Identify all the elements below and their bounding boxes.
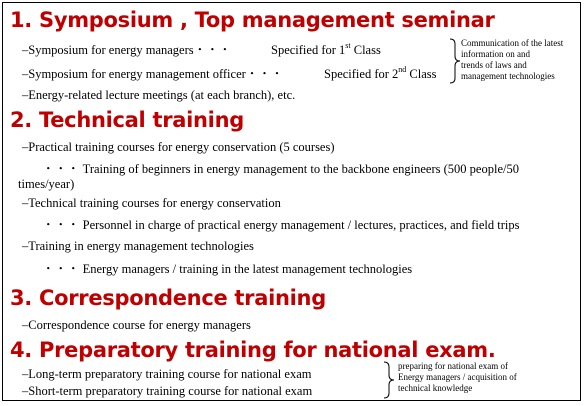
item-lead: –Symposium for energy management officer・・・ (22, 67, 284, 81)
note-line: preparing for national exam of (398, 361, 508, 371)
item-lead: –Symposium for energy managers・・・ (22, 43, 232, 57)
line-beginners-training-cont: times/year) (18, 177, 75, 191)
right-brace-icon (383, 361, 395, 399)
line-practical-courses: –Practical training courses for energy conservation (5 courses) (22, 140, 335, 154)
note-line: technical knowledge (398, 383, 473, 393)
note-line: trends of laws and (461, 60, 527, 70)
line-energy-managers: ・・・ Energy managers / training in the latest management technologies (42, 262, 413, 276)
tail-text-end: Class (350, 43, 381, 57)
item-tail (324, 66, 437, 82)
item-lecture-meetings: –Energy-related lecture meetings (at each branch), etc. (22, 88, 296, 102)
section-4-heading: 4. Preparatory training for national exam. (10, 338, 496, 362)
note-line: information on and (461, 49, 530, 59)
line-personnel-practical: ・・・ Personnel in charge of practical energy management / lectures, practices, and field trips (42, 218, 520, 232)
tail-text-end: Class (406, 67, 437, 81)
note-line: Energy managers / acquisition of (398, 372, 517, 382)
line-technical-courses: –Technical training courses for energy conservation (22, 196, 281, 210)
note-line: Communication of the latest (461, 38, 564, 48)
item-symposium-managers (22, 40, 381, 58)
line-long-term-course: –Long-term preparatory training course for national exam (22, 367, 312, 381)
line-training-technologies: –Training in energy management technologies (22, 239, 254, 253)
tail-text: Specified for 1 (271, 43, 346, 57)
line-correspondence-course: –Correspondence course for energy managers (22, 318, 251, 332)
section-1-heading: 1. Symposium , Top management seminar (10, 8, 495, 32)
line-short-term-course: –Short-term preparatory training course for national exam (22, 384, 313, 398)
item-tail (271, 42, 381, 58)
section-1-note (461, 38, 563, 82)
tail-text: Specified for 2 (324, 67, 399, 81)
line-beginners-training: ・・・ Training of beginners in energy management to the backbone engineers (500 people/50 (42, 162, 519, 176)
section-4-note (398, 361, 517, 394)
section-3-heading: 3. Correspondence training (10, 286, 326, 310)
tail-sup: st (345, 40, 351, 50)
right-brace-icon (449, 38, 461, 84)
section-2-heading: 2. Technical training (10, 108, 244, 132)
item-symposium-officers (22, 64, 437, 82)
note-line: management technologies (461, 71, 555, 81)
tail-sup: nd (398, 64, 407, 74)
